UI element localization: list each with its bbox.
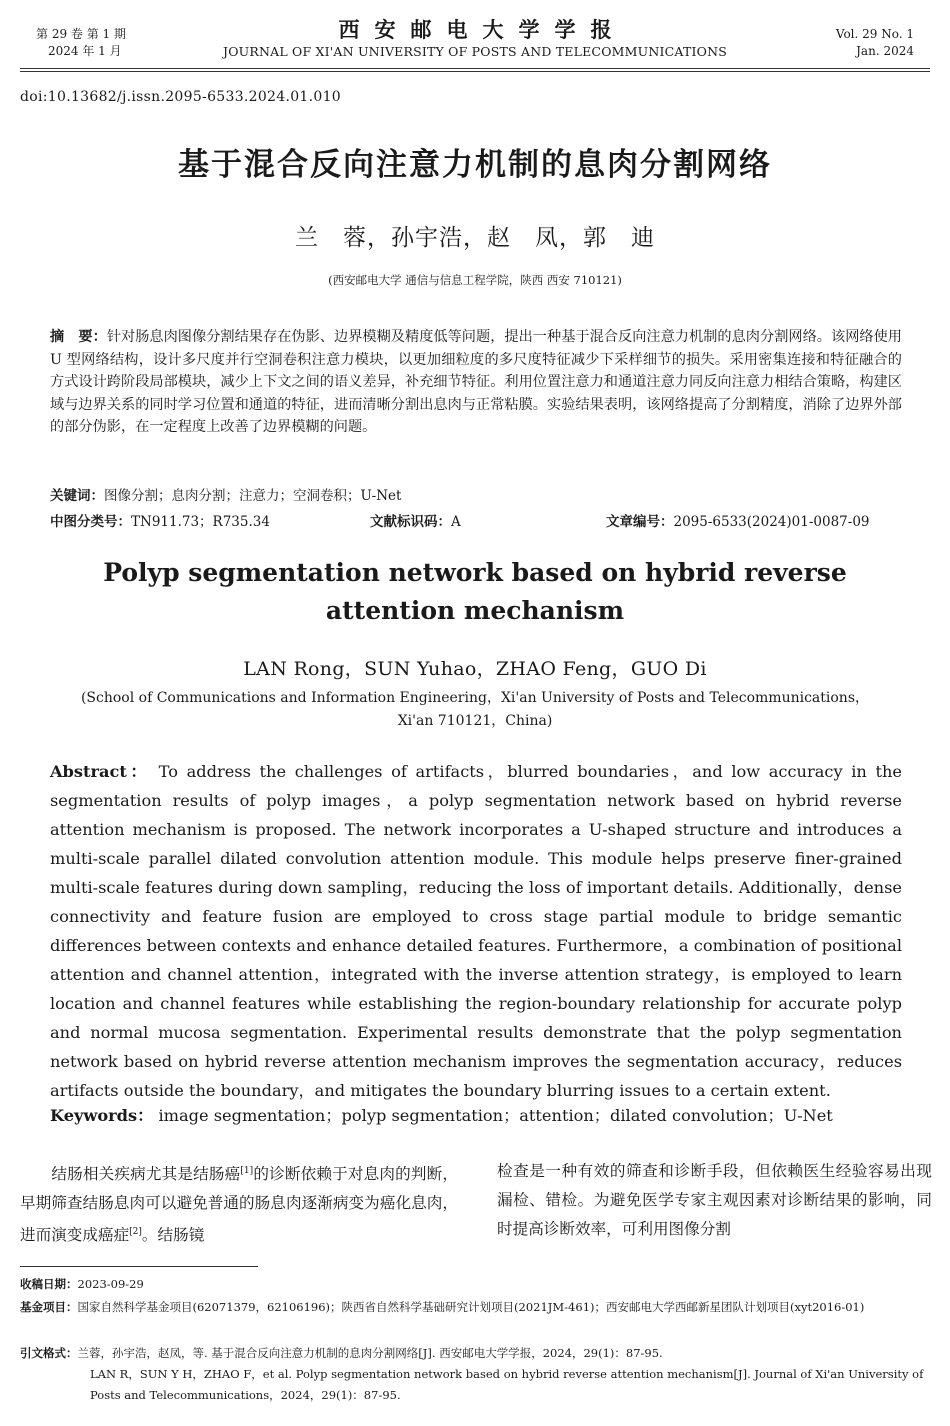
abstract-en-label: Abstract： bbox=[50, 762, 151, 781]
keywords-en bbox=[50, 1102, 902, 1126]
paper-title-en-line1: Polyp segmentation network based on hybrid reverse bbox=[103, 558, 847, 587]
authors-cn: 兰 蓉，孙宇浩，赵 凤，郭 迪 bbox=[295, 225, 655, 251]
citation-ref-2[interactable]: [2] bbox=[129, 1227, 142, 1238]
journal-title-cn: 西安邮电大学学报 bbox=[338, 17, 627, 42]
fund-info bbox=[20, 1297, 932, 1318]
affiliation-en-line2: Xi'an 710121，China) bbox=[397, 713, 553, 729]
article-number-label: 文章编号： bbox=[606, 514, 674, 530]
doc-code-label: 文献标识码： bbox=[370, 514, 451, 530]
abstract-en bbox=[50, 757, 902, 1105]
volume-issue-cn: 第 29 卷 第 1 期 bbox=[36, 27, 126, 41]
body-left-text-1: 结肠相关疾病尤其是结肠癌 bbox=[51, 1165, 241, 1184]
citation-en: LAN R，SUN Y H，ZHAO F，et al. Polyp segmentation network based on hybrid reverse attention mechanism[J]. Journal of Xi'an University of Posts and Telecommunications，2024，29(1)：87-95. bbox=[90, 1367, 924, 1402]
authors-en: LAN Rong，SUN Yuhao，ZHAO Feng，GUO Di bbox=[243, 658, 707, 680]
keywords-en-label: Keywords： bbox=[50, 1106, 154, 1125]
keywords-cn-text: 图像分割；息肉分割；注意力；空洞卷积；U-Net bbox=[104, 488, 402, 504]
article-number-field bbox=[606, 510, 870, 530]
keywords-cn bbox=[50, 484, 401, 504]
abstract-en-text: To address the challenges of artifacts，blurred boundaries，and low accuracy in the segmentation results of polyp images，a polyp segmentation network based on hybrid reverse attention mechanism is proposed. The network incorporates a U-shaped structure and introduces a multi-scale parallel dilated convolution attention module. This module helps preserve finer-grained multi-scale features during down sampling，reducing the loss of important details. Additionally，dense connectivity and feature fusion are employed to cross stage partial module to bridge semantic differences between contexts and enhance detailed features. Furthermore，a combination of positional attention and channel attention，integrated with the inverse attention strategy，is employed to learn location and channel features while establishing the region-boundary relationship for accurate polyp and normal mucosa segmentation. Experimental results demonstrate that the polyp segmentation network based on hybrid reverse attention mechanism improves the segmentation accuracy，reduces artifacts outside the boundary，and mitigates the boundary blurring issues to a certain extent. bbox=[50, 762, 902, 1100]
article-number-value: 2095-6533(2024)01-0087-09 bbox=[673, 514, 870, 530]
volume-issue-en bbox=[836, 26, 914, 60]
clc-field bbox=[50, 510, 270, 530]
journal-title-en: JOURNAL OF XI'AN UNIVERSITY OF POSTS AND TELECOMMUNICATIONS bbox=[223, 44, 727, 59]
date-en: Jan. 2024 bbox=[856, 44, 914, 58]
affiliation-cn: (西安邮电大学 通信与信息工程学院，陕西 西安 710121) bbox=[328, 273, 622, 287]
journal-header bbox=[0, 16, 950, 60]
fund-value: 国家自然科学基金项目(62071379，62106196)；陕西省自然科学基础研究计划项目(2021JM-461)；西安邮电大学西邮新星团队计划项目(xyt2016-01) bbox=[77, 1300, 865, 1314]
citation-format bbox=[20, 1343, 932, 1406]
date-cn: 2024 年 1 月 bbox=[48, 44, 122, 58]
abstract-cn-label: 摘 要： bbox=[50, 329, 107, 345]
received-date bbox=[20, 1274, 144, 1295]
affiliation-en-line1: (School of Communications and Information Engineering，Xi'an University of Posts and Telecommunications， bbox=[80, 690, 870, 706]
paper-title-en bbox=[0, 554, 950, 630]
body-left-text-3: 。结肠镜 bbox=[141, 1226, 205, 1245]
doc-code-value: A bbox=[451, 514, 461, 530]
abstract-cn-text: 针对肠息肉图像分割结果存在伪影、边界模糊及精度低等问题，提出一种基于混合反向注意力机制的息肉分割网络。该网络使用 U 型网络结构，设计多尺度并行空洞卷积注意力模块，以更加细粒度的多尺度特征减少下采样细节的损失。采用密集连接和特征融合的方式设计跨阶段局部模块，减少上下文之间的语义差异，补充细节特征。利用位置注意力和通道注意力同反向注意力相结合策略，构建区域与边界关系的同时学习位置和通道的特征，进而清晰分割出息肉与正常粘膜。实验结果表明，该网络提高了分割精度，消除了边界外部的部分伪影，在一定程度上改善了边界模糊的问题。 bbox=[50, 329, 902, 435]
abstract-cn bbox=[50, 326, 902, 439]
doi[interactable]: doi:10.13682/j.issn.2095-6533.2024.01.010 bbox=[20, 89, 342, 105]
clc-label: 中图分类号： bbox=[50, 514, 131, 530]
body-left-text-2: 的诊断依赖于对息肉的判断，早期筛查结肠息肉可以避免普通的肠息肉逐渐病变为癌化息肉，进而演变成癌症 bbox=[20, 1165, 458, 1245]
footnote-rule bbox=[20, 1266, 258, 1267]
volume-issue-en-line: Vol. 29 No. 1 bbox=[835, 27, 914, 41]
keywords-cn-label: 关键词： bbox=[50, 488, 104, 504]
citation-label: 引文格式： bbox=[20, 1346, 78, 1360]
citation-ref-1[interactable]: [1] bbox=[240, 1166, 254, 1176]
body-column-right: 检查是一种有效的筛查和诊断手段，但依赖医生经验容易出现漏检、错检。为避免医学专家主观因素对诊断结果的影响，同时提高诊断效率，可利用图像分割 bbox=[497, 1162, 932, 1238]
clc-value: TN911.73；R735.34 bbox=[131, 514, 270, 530]
header-rule bbox=[20, 68, 930, 72]
keywords-en-text: image segmentation；polyp segmentation；attention；dilated convolution；U-Net bbox=[158, 1106, 833, 1125]
citation-cn: 兰蓉，孙宇浩，赵凤，等. 基于混合反向注意力机制的息肉分割网络[J]. 西安邮电大学学报，2024，29(1)：87-95. bbox=[77, 1346, 663, 1360]
paper-title-en-line2: attention mechanism bbox=[325, 596, 625, 625]
paper-title-cn: 基于混合反向注意力机制的息肉分割网络 bbox=[178, 147, 772, 183]
received-label: 收稿日期： bbox=[20, 1277, 78, 1291]
doc-code-field bbox=[370, 510, 461, 530]
fund-label: 基金项目： bbox=[20, 1300, 78, 1314]
received-value: 2023-09-29 bbox=[77, 1277, 144, 1291]
body-column-left bbox=[20, 1157, 458, 1250]
affiliation-en bbox=[60, 687, 890, 733]
